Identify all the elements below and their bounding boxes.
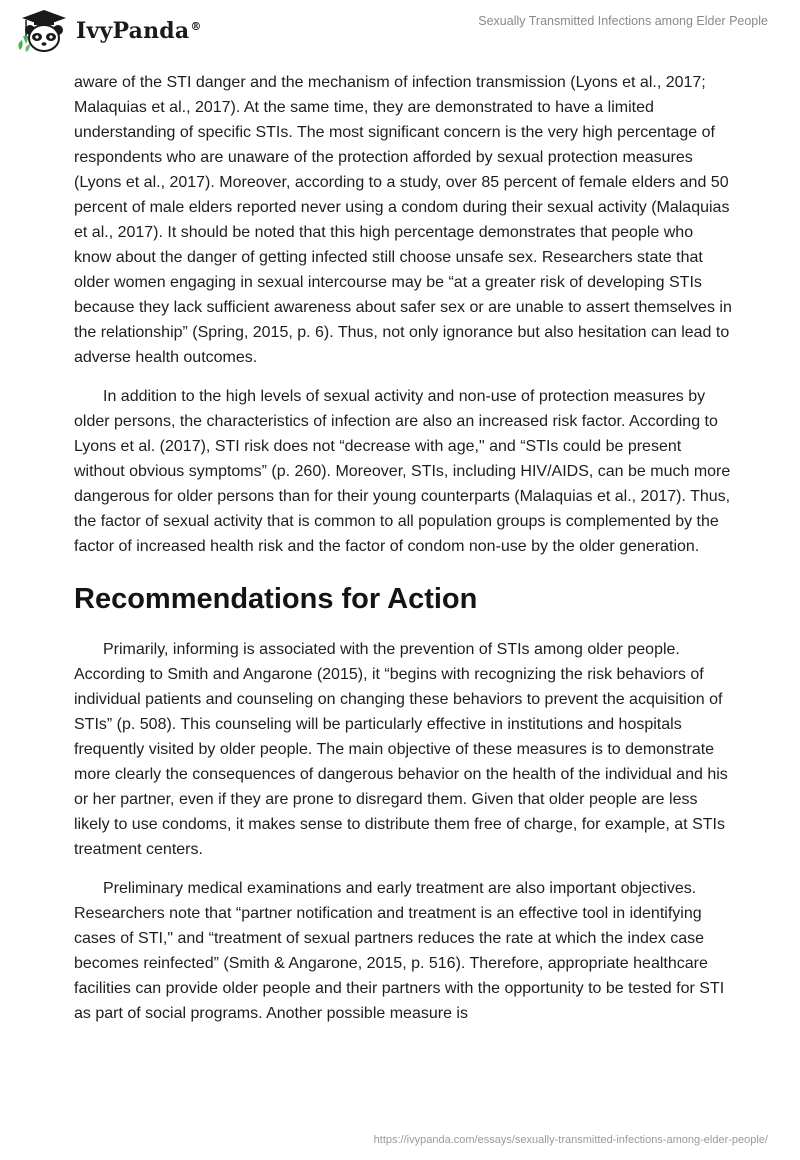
ivypanda-logo[interactable]	[12, 6, 202, 56]
section-heading: Recommendations for Action	[74, 583, 478, 615]
footer-source-url[interactable]: https://ivypanda.com/essays/sexually-transmitted-infections-among-elder-people/	[373, 1134, 768, 1146]
body-paragraph: aware of the STI danger and the mechanism of infection transmission (Lyons et al., 2017; Malaquias et al., 2017). At the same time, they are demonstrated to have a limited understanding of specific STIs. The most significant concern is the very high percentage of respondents who are unaware of the protection afforded by sexual protection measures (Lyons et al., 2017). Moreover, according to a study, over 85 percent of female elders and 50 percent of male elders reported never using a condom during their sexual activity (Malaquias et al., 2017). It should be noted that this high percentage demonstrates that people who know about the danger of getting infected still choose unsafe sex. Researchers state that older women engaging in sexual intercourse may be “at a greater risk of developing STIs because they lack sufficient awareness about safer sex or are unable to assert themselves in the relationship” (Spring, 2015, p. 6). Thus, not only ignorance but also hesitation can lead to adverse health outcomes.	[74, 74, 732, 366]
panda-graduate-icon	[12, 6, 72, 56]
body-paragraph: Preliminary medical examinations and early treatment are also important objectives. Researchers note that “partner notification and treatment is an effective tool in identifying cases of STI," and “treatment of sexual partners reduces the rate at which the index case becomes reinfected” (Smith & Angarone, 2015, p. 516). Therefore, appropriate healthcare facilities can provide older people and their partners with the opportunity to be tested for STI as part of social programs. Another possible measure is	[74, 880, 725, 1022]
logo-wordmark: IvyPanda®	[76, 18, 202, 44]
document-body	[74, 70, 734, 1040]
body-paragraph: Primarily, informing is associated with the prevention of STIs among older people. According to Smith and Angarone (2015), it “begins with recognizing the risk behaviors of individual patients and counseling on changing these behaviors to prevent the acquisition of STIs” (p. 508). This counseling will be particularly effective in institutions and hospitals frequently visited by older people. The main objective of these measures is to demonstrate more clearly the consequences of dangerous behavior on the health of the individual and his or her partner, even if they are prone to disregard them. Given that older people are less likely to use condoms, it makes sense to distribute them free of charge, for example, at STIs treatment centers.	[74, 641, 728, 858]
body-paragraph: In addition to the high levels of sexual activity and non-use of protection measures by older persons, the characteristics of infection are also an increased risk factor. According to Lyons et al. (2017), STI risk does not “decrease with age," and “STIs could be present without obvious symptoms” (p. 260). Moreover, STIs, including HIV/AIDS, can be much more dangerous for older persons than for their young counterparts (Malaquias et al., 2017). Thus, the factor of sexual activity that is common to all population groups is complemented by the factor of increased health risk and the factor of condom non-use by the older generation.	[74, 388, 731, 555]
running-title: Sexually Transmitted Infections among Elder People	[478, 14, 768, 28]
page-header	[0, 0, 800, 64]
